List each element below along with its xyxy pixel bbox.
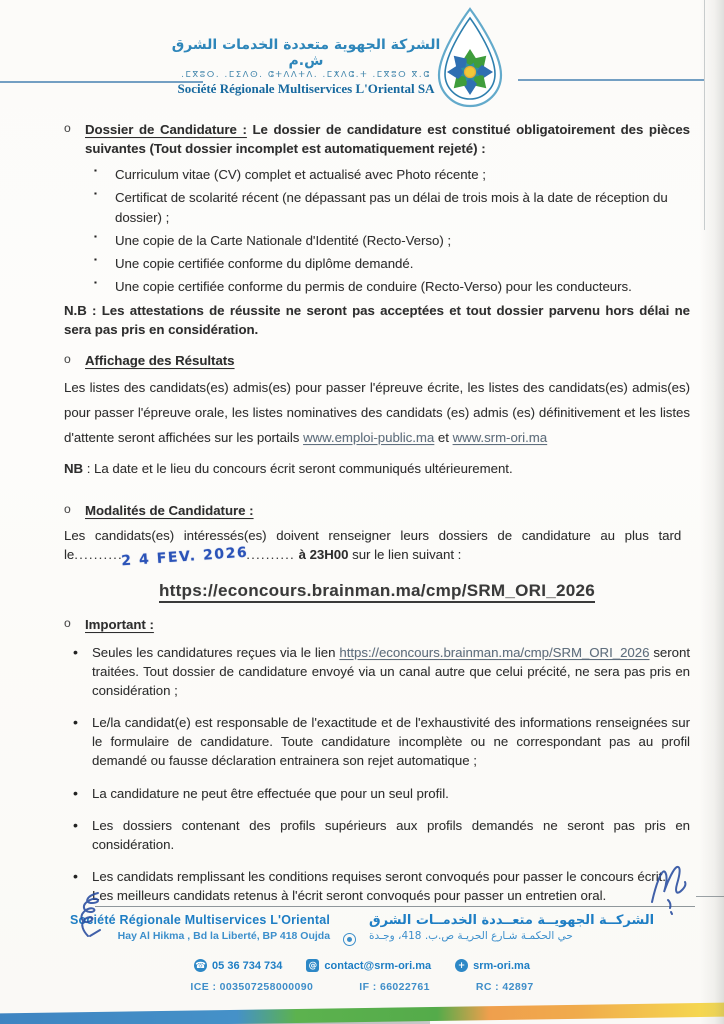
if-label: IF : bbox=[359, 981, 380, 993]
list-item-text: Une copie certifiée conforme du diplôme demandé. bbox=[115, 255, 414, 271]
ice-value: 003507258000090 bbox=[219, 981, 314, 993]
ice-number bbox=[190, 981, 313, 993]
footer-company-name-ar: الشركــة الجهويــة متعــددة الخدمــات الشرق bbox=[369, 913, 655, 928]
signature-mark-right bbox=[644, 860, 694, 918]
list-item-text: Une copie certifiée conforme du permis de conduire (Recto-Verso) pour les conducteurs. bbox=[115, 278, 632, 294]
circle-marker: o bbox=[64, 121, 71, 135]
header-rule-right bbox=[518, 79, 704, 81]
section-modalites bbox=[64, 501, 690, 520]
list-item-text: Certificat de scolarité récent (ne dépassant pas un délai de trois mois à la date de réception du dossier) ; bbox=[115, 190, 668, 225]
footer-bullet-icon bbox=[343, 933, 356, 946]
globe-icon: + bbox=[455, 959, 468, 972]
important-heading: Important : bbox=[85, 616, 154, 632]
nb-text: : La date et le lieu du concours écrit seront communiqués ultérieurement. bbox=[83, 460, 513, 476]
bullet-text: seront traitées. Tout dossier de candidature envoyé via un canal autre que celui précité, ne sera pas pris en considération ; bbox=[92, 644, 690, 698]
important-bullets-list bbox=[64, 643, 690, 906]
footer-address-fr: Hay Al Hikma , Bd la Liberté, BP 418 Oujda bbox=[117, 930, 331, 942]
email-address[interactable]: contact@srm-ori.ma bbox=[324, 959, 432, 972]
footer-address-ar: حي الحكمـة شـارع الحريـة ص.ب. 418، وجـدة bbox=[369, 930, 573, 942]
modalites-line2-end: sur le lien suivant : bbox=[348, 547, 462, 563]
section-affichage bbox=[64, 351, 690, 370]
round-bullet-icon: • bbox=[73, 784, 78, 801]
square-bullet-icon: ▪ bbox=[94, 166, 97, 176]
list-item-text: Curriculum vitae (CV) complet et actualisé avec Photo récente ; bbox=[115, 167, 486, 183]
square-bullet-icon: ▪ bbox=[94, 254, 97, 264]
dossier-heading: Dossier de Candidature : bbox=[85, 122, 247, 137]
bullet-text: Les dossiers contenant des profils supérieurs aux profils demandés ne seront pas pris en considération. bbox=[92, 817, 690, 852]
portal-link-emploi-public[interactable]: www.emploi-public.ma bbox=[303, 429, 435, 445]
section-important bbox=[64, 615, 690, 634]
website-url[interactable]: srm-ori.ma bbox=[473, 959, 530, 972]
modalites-le: le bbox=[64, 547, 75, 563]
company-name-french: Société Régionale Multiservices L'Oriental SA bbox=[177, 81, 435, 97]
company-name-arabic: الشركة الجهوية متعددة الخدمات الشرق ش.م bbox=[171, 37, 441, 70]
bottom-color-bar bbox=[0, 1002, 724, 1024]
application-url-link[interactable]: https://econcours.brainman.ma/cmp/SRM_ORI_2026 bbox=[159, 581, 595, 603]
square-bullet-icon: ▪ bbox=[94, 189, 97, 199]
dossier-nb-note: N.B : Les attestations de réussite ne seront pas acceptées et tout dossier parvenu hors délai ne sera pas pris en considération. bbox=[64, 303, 690, 338]
application-url-inline-link[interactable]: https://econcours.brainman.ma/cmp/SRM_ORI_2026 bbox=[339, 644, 650, 660]
square-bullet-icon: ▪ bbox=[94, 277, 97, 287]
footer-contacts-row bbox=[0, 959, 724, 972]
company-header bbox=[168, 37, 444, 97]
square-bullet-icon: ▪ bbox=[94, 231, 97, 241]
dossier-items-list bbox=[94, 165, 690, 296]
bullet-text: La candidature ne peut être effectuée que pour un seul profil. bbox=[92, 785, 449, 801]
list-item bbox=[94, 231, 690, 250]
if-value: 66022761 bbox=[379, 981, 430, 993]
bullet-text: Le/la candidat(e) est responsable de l'exactitude et de l'exhaustivité des informations renseignées sur le formulaire de candidature. Toute candidature incomplète ou ne correspondant pas au profil demandé ou fausse déclaration entrainera son rejet automatique ; bbox=[92, 715, 690, 769]
phone-icon: ☎ bbox=[195, 960, 206, 971]
rc-value: 42897 bbox=[502, 981, 534, 993]
affichage-text-mid: et bbox=[434, 429, 453, 445]
list-item bbox=[64, 713, 690, 770]
deadline-time: à 23H00 bbox=[298, 547, 349, 563]
dossier-intro-paragraph bbox=[85, 120, 690, 158]
round-bullet-icon: • bbox=[73, 867, 78, 884]
bullet-text: Seules les candidatures reçues via le lien bbox=[92, 644, 340, 660]
affichage-paragraph bbox=[64, 375, 690, 450]
list-item bbox=[94, 188, 690, 226]
rc-label: RC : bbox=[475, 981, 503, 993]
list-item bbox=[94, 277, 690, 296]
affichage-heading: Affichage des Résultats bbox=[85, 353, 235, 369]
ice-label: ICE : bbox=[190, 981, 220, 993]
footer-registry-row bbox=[0, 981, 724, 993]
section-dossier bbox=[64, 120, 690, 158]
round-bullet-icon: • bbox=[73, 816, 78, 833]
email-icon: @ bbox=[306, 959, 319, 972]
list-item bbox=[64, 643, 690, 700]
portal-link-srm-ori[interactable]: www.srm-ori.ma bbox=[452, 429, 548, 445]
footer-company-name-fr: Société Régionale Multiservices L'Oriental bbox=[69, 913, 331, 927]
dotted-line: .......... bbox=[74, 547, 123, 563]
list-item-text: Une copie de la Carte Nationale d'Identité (Recto-Verso) ; bbox=[115, 232, 452, 248]
list-item bbox=[64, 784, 690, 803]
rc-number bbox=[476, 981, 534, 993]
signature-mark-left bbox=[76, 890, 114, 946]
list-item bbox=[64, 867, 690, 905]
company-name-tifinagh: .ⵎⴳⵓⵔ. .ⵎⵉⴷⵙ. ⵛⵜⴷⴷⵜⴷ. .ⵎⵅⴷⵛ.ⵜ .ⵎⴳⵓⵔ ⴳ.ⵛ bbox=[181, 70, 431, 81]
affichage-text: Les listes des candidats(es) admis(es) pour passer l'épreuve écrite, les listes des candidats(es) admis(es) pour passer l'épreuve orale, les listes nominatives des candidats (es) admis (es) définitivement et les listes d'attente seront affichées sur les portails bbox=[64, 379, 690, 445]
circle-marker: o bbox=[64, 502, 71, 517]
circle-marker: o bbox=[64, 615, 71, 630]
modalites-line1: Les candidats(es) intéressés(es) doivent renseigner leurs dossiers de candidature au plus tard bbox=[64, 528, 682, 544]
application-url-line bbox=[64, 579, 690, 604]
phone-number[interactable]: 05 36 734 734 bbox=[212, 959, 283, 972]
dossier-intro-text: Le dossier de candidature est constitué obligatoirement des pièces suivantes (Tout dossier incomplet est automatiquement rejeté) : bbox=[85, 122, 690, 157]
page-edge-line bbox=[704, 0, 705, 230]
round-bullet-icon: • bbox=[73, 643, 78, 660]
list-item bbox=[64, 816, 690, 854]
footer-website bbox=[455, 959, 530, 972]
footer-rule bbox=[95, 906, 695, 907]
round-bullet-icon: • bbox=[73, 714, 78, 731]
date-stamp: 2 4 FEV. 2026 bbox=[120, 544, 249, 570]
modalites-heading: Modalités de Candidature : bbox=[85, 503, 254, 519]
footer-arabic-block bbox=[369, 913, 654, 946]
modalites-paragraph bbox=[64, 526, 690, 570]
dotted-line: .......... bbox=[246, 547, 295, 563]
list-item bbox=[94, 165, 690, 184]
bullet-text: Les candidats remplissant les conditions requises seront convoqués pour passer le concours écrit. Les meilleurs candidats retenus à l'écrit seront convoqués pour passer un entretien oral. bbox=[92, 868, 666, 904]
if-number bbox=[359, 981, 430, 993]
nb-label: NB bbox=[64, 460, 84, 476]
water-drop-logo-icon bbox=[430, 6, 510, 118]
circle-marker: o bbox=[64, 352, 71, 367]
footer-phone bbox=[194, 959, 282, 972]
footer-email bbox=[306, 959, 431, 972]
list-item bbox=[94, 254, 690, 273]
affichage-nb-note bbox=[64, 459, 690, 478]
